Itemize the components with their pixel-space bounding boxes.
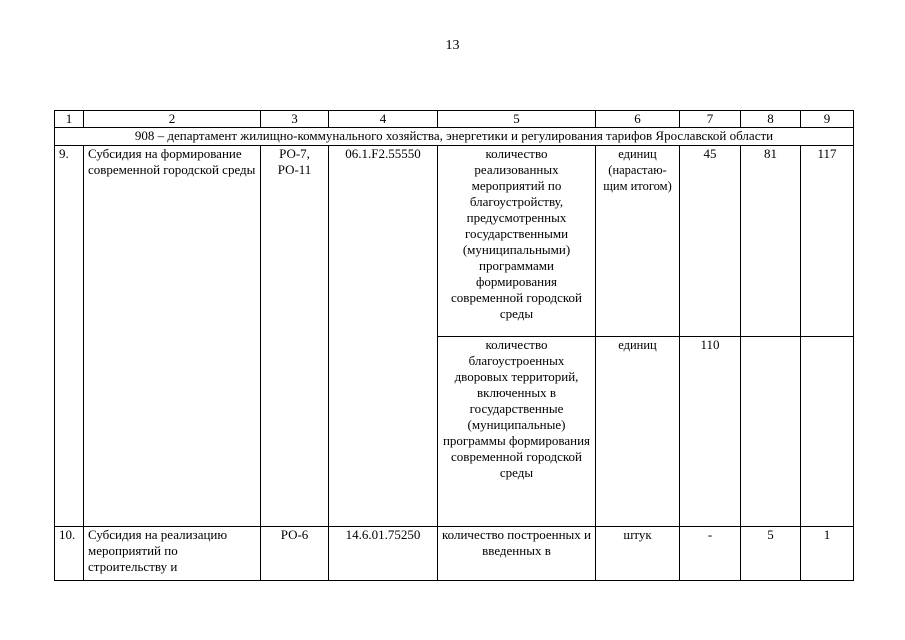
indicator-value: - (680, 527, 741, 581)
result-code: РО-7, РО-11 (261, 146, 329, 527)
row-number: 9. (55, 146, 84, 527)
header-cell: 4 (329, 111, 438, 128)
indicator-description: количество реализованных мероприятий по благоустройству, предусмотренных государственными (муниципальными) программами формирования современной городской среды (438, 146, 596, 337)
subsidy-name: Субсидия на формирование современной городской среды (84, 146, 261, 527)
table-row (55, 527, 854, 581)
indicator-unit: единиц (596, 337, 680, 527)
header-cell: 9 (801, 111, 854, 128)
header-cell: 8 (741, 111, 801, 128)
indicator-value (801, 337, 854, 527)
page-number: 13 (445, 38, 460, 53)
indicator-value: 45 (680, 146, 741, 337)
indicator-value: 110 (680, 337, 741, 527)
indicator-value: 5 (741, 527, 801, 581)
header-cell: 6 (596, 111, 680, 128)
header-cell: 7 (680, 111, 741, 128)
indicator-unit: единиц (нарастаю-щим итогом) (596, 146, 680, 337)
table-row (55, 146, 854, 337)
header-cell: 3 (261, 111, 329, 128)
indicator-unit: штук (596, 527, 680, 581)
header-cell: 5 (438, 111, 596, 128)
indicator-description: количество построенных и введенных в (438, 527, 596, 581)
indicator-value: 117 (801, 146, 854, 337)
indicator-value (741, 337, 801, 527)
row-number: 10. (55, 527, 84, 581)
result-code: РО-6 (261, 527, 329, 581)
subsidy-name: Субсидия на реализацию мероприятий по строительству и (84, 527, 261, 581)
indicators-table (54, 110, 854, 581)
indicator-description: количество благоустроенных дворовых территорий, включенных в государственные (муниципальные) программы формирования современной городской среды (438, 337, 596, 527)
indicator-value: 1 (801, 527, 854, 581)
header-row (55, 111, 854, 128)
header-cell: 2 (84, 111, 261, 128)
header-cell: 1 (55, 111, 84, 128)
department-title: 908 – департамент жилищно-коммунального хозяйства, энергетики и регулирования тарифов Ярославской области (55, 128, 854, 146)
budget-classifier: 14.6.01.75250 (329, 527, 438, 581)
budget-classifier: 06.1.F2.55550 (329, 146, 438, 527)
department-row (55, 128, 854, 146)
indicator-value: 81 (741, 146, 801, 337)
